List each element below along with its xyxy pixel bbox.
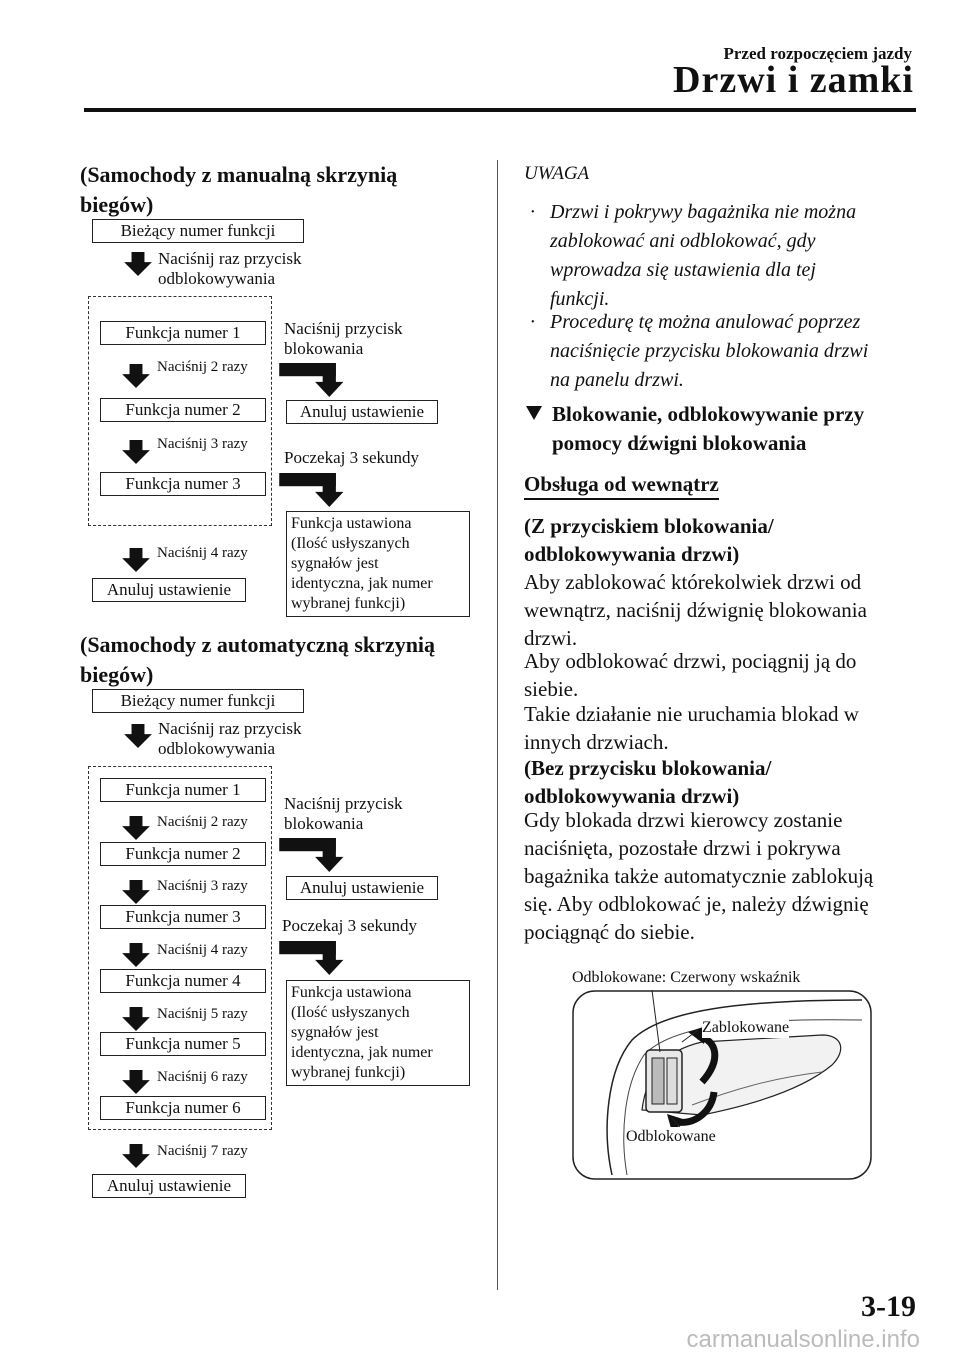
page-title: Drzwi i zamki bbox=[673, 59, 914, 101]
down-arrow-icon bbox=[122, 1070, 150, 1094]
page-number: 3-19 bbox=[861, 1290, 916, 1323]
manual-p4: Naciśnij 4 razy bbox=[157, 545, 248, 561]
auto-p3: Naciśnij 3 razy bbox=[157, 878, 248, 894]
auto-p2: Naciśnij 2 razy bbox=[157, 814, 248, 830]
manual-wait: Poczekaj 3 sekundy bbox=[284, 448, 420, 467]
fig-label-unlocked: Odblokowane bbox=[626, 1128, 716, 1145]
auto-wait: Poczekaj 3 sekundy bbox=[282, 916, 418, 935]
auto-current-box: Bieżący numer funkcji bbox=[92, 689, 304, 713]
auto-heading: (Samochody z automatyczną skrzynią biegów) bbox=[80, 632, 436, 687]
triangle-down-icon bbox=[526, 406, 542, 420]
auto-p4: Naciśnij 4 razy bbox=[157, 942, 248, 958]
inside-heading: Obsługa od wewnątrz bbox=[524, 470, 904, 498]
manual-p3: Naciśnij 3 razy bbox=[157, 436, 248, 452]
manual-press-unlock: Naciśnij raz przycisk odblokowywania bbox=[158, 249, 302, 288]
manual-press-lock: Naciśnij przycisk blokowania bbox=[284, 319, 403, 358]
auto-f3-box: Funkcja numer 3 bbox=[100, 905, 266, 929]
manual-heading: (Samochody z manualną skrzynią biegów) bbox=[80, 162, 398, 217]
note-bullet-2: · Procedurę tę można anulować poprzez naciśnięcie przycisku blokowania drzwi na panelu drzwi. bbox=[530, 308, 915, 395]
paragraph-4: Gdy blokada drzwi kierowcy zostanie naciśnięta, pozostałe drzwi i pokrywa bagażnika także automatycznie zablokują się. Aby odblokować je, należy dźwignię pociągnąć do siebie. bbox=[524, 808, 874, 944]
watermark: carmanualsonline.info bbox=[686, 1326, 920, 1353]
bullet-dot: · bbox=[530, 311, 535, 333]
auto-cancel2-box: Anuluj ustawienie bbox=[286, 876, 438, 900]
note-bullet-1: · Drzwi i pokrywy bagażnika nie można zablokować ani odblokować, gdy wprowadza się ustawienia dla tej funkcji. bbox=[530, 198, 910, 314]
column-divider bbox=[497, 160, 498, 1290]
with-button-heading: (Z przyciskiem blokowania/ odblokowywania drzwi) bbox=[524, 514, 774, 566]
down-arrow-icon bbox=[122, 440, 150, 464]
auto-f6-box: Funkcja numer 6 bbox=[100, 1096, 266, 1120]
header-section: Przed rozpoczęciem jazdy bbox=[723, 44, 912, 63]
down-arrow-icon bbox=[122, 943, 150, 967]
subsection-heading: Blokowanie, odblokowywanie przy pomocy dźwigni blokowania bbox=[552, 402, 865, 455]
auto-p6: Naciśnij 6 razy bbox=[157, 1069, 248, 1085]
manual-f2-box: Funkcja numer 2 bbox=[100, 398, 266, 422]
down-arrow-icon bbox=[122, 364, 150, 388]
right-down-arrow-icon bbox=[278, 941, 356, 975]
auto-set-box: Funkcja ustawiona (Ilość usłyszanych sygnałów jest identyczna, jak numer wybranej funkcji) bbox=[286, 980, 470, 1086]
auto-p5: Naciśnij 5 razy bbox=[157, 1006, 248, 1022]
manual-f1-box: Funkcja numer 1 bbox=[100, 321, 266, 345]
auto-press-lock: Naciśnij przycisk blokowania bbox=[284, 794, 403, 833]
down-arrow-icon bbox=[122, 1144, 150, 1168]
fig-label-locked: Zablokowane bbox=[702, 1019, 790, 1036]
without-button-heading: (Bez przycisku blokowania/ odblokowywania drzwi) bbox=[524, 756, 772, 808]
manual-set-box: Funkcja ustawiona (Ilość usłyszanych sygnałów jest identyczna, jak numer wybranej funkcji) bbox=[286, 511, 470, 617]
auto-press-unlock: Naciśnij raz przycisk odblokowywania bbox=[158, 719, 302, 758]
auto-f2-box: Funkcja numer 2 bbox=[100, 842, 266, 866]
auto-f4-box: Funkcja numer 4 bbox=[100, 969, 266, 993]
paragraph-1: Aby zablokować którekolwiek drzwi od wewnątrz, naciśnij dźwignię blokowania drzwi. bbox=[524, 570, 867, 650]
down-arrow-icon bbox=[122, 1007, 150, 1031]
down-arrow-icon bbox=[122, 548, 150, 572]
right-down-arrow-icon bbox=[278, 363, 356, 397]
paragraph-3: Takie działanie nie uruchamia blokad w innych drzwiach. bbox=[524, 702, 859, 754]
manual-p2: Naciśnij 2 razy bbox=[157, 359, 248, 375]
down-arrow-icon bbox=[124, 252, 152, 276]
down-arrow-icon bbox=[122, 880, 150, 904]
bullet-dot: · bbox=[530, 201, 535, 223]
auto-cancel-box: Anuluj ustawienie bbox=[92, 1174, 246, 1198]
manual-f3-box: Funkcja numer 3 bbox=[100, 472, 266, 496]
down-arrow-icon bbox=[122, 816, 150, 840]
down-arrow-icon bbox=[124, 724, 152, 748]
manual-cancel-box: Anuluj ustawienie bbox=[92, 578, 246, 602]
manual-current-box: Bieżący numer funkcji bbox=[92, 219, 304, 243]
auto-p7: Naciśnij 7 razy bbox=[157, 1143, 248, 1159]
auto-f5-box: Funkcja numer 5 bbox=[100, 1032, 266, 1056]
paragraph-2: Aby odblokować drzwi, pociągnij ją do siebie. bbox=[524, 649, 857, 701]
auto-f1-box: Funkcja numer 1 bbox=[100, 778, 266, 802]
note-title: UWAGA bbox=[524, 163, 590, 184]
fig-label-red-indicator: Odblokowane: Czerwony wskaźnik bbox=[572, 969, 801, 986]
header-rule bbox=[84, 108, 916, 112]
right-down-arrow-icon bbox=[278, 838, 356, 872]
right-down-arrow-icon bbox=[278, 473, 356, 507]
manual-cancel2-box: Anuluj ustawienie bbox=[286, 400, 438, 424]
